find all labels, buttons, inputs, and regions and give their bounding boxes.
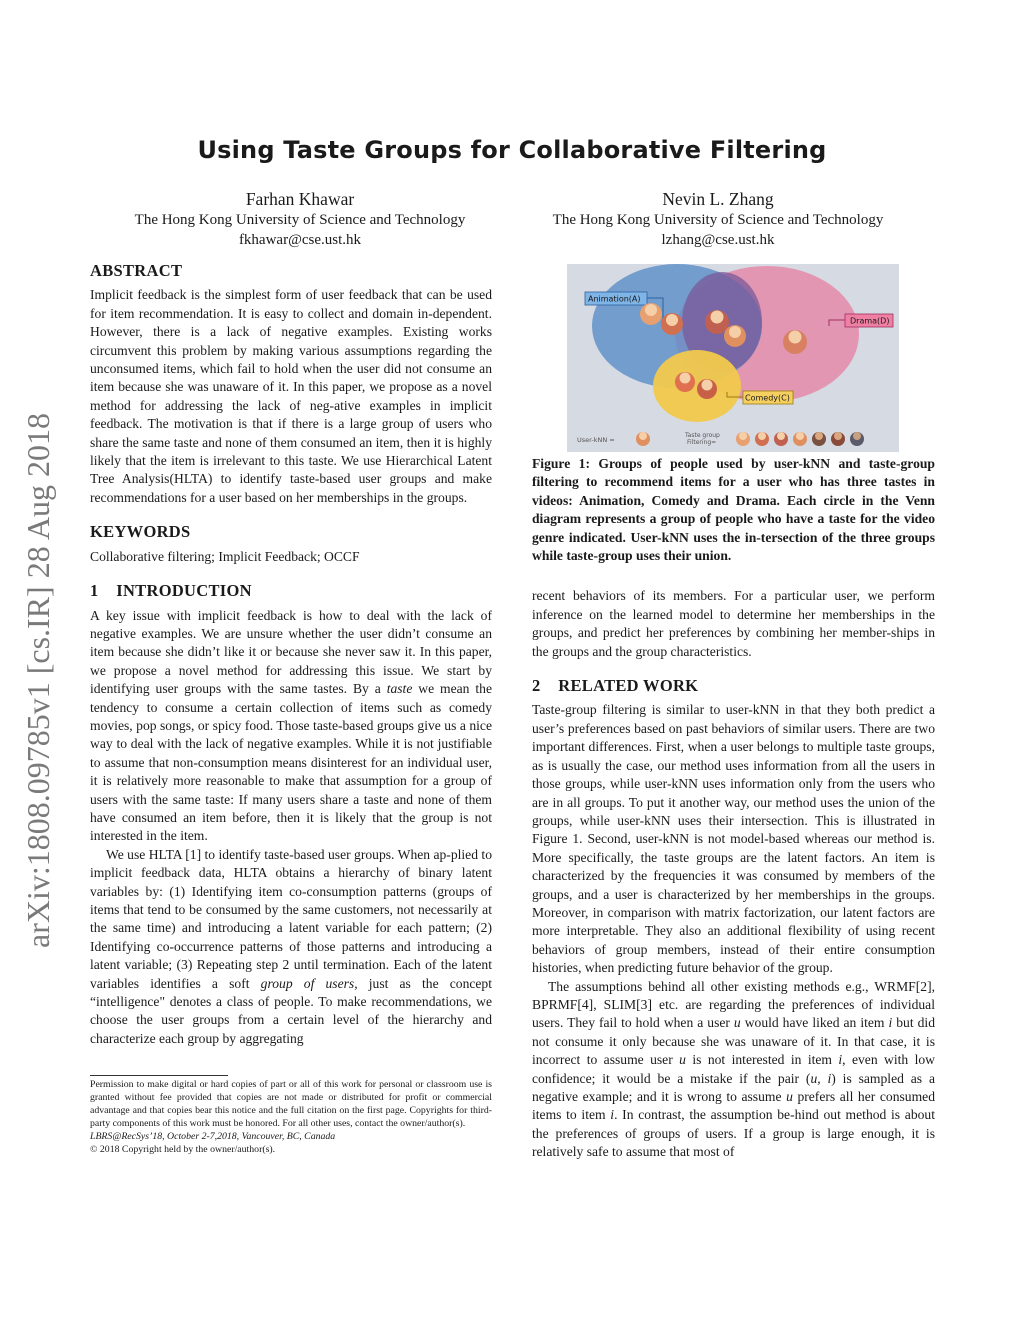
userknn-label: User-kNN = [577, 436, 615, 444]
author-affiliation: The Hong Kong University of Science and Technology [134, 212, 466, 228]
related-paragraph-1: Taste-group filtering is similar to user-kNN in that they both predict a user’s preferences based on past behaviors of similar users. There are two important differences. First, when a user belongs to multiple taste groups, as is usually the case, our method uses information from all the users in those groups, while user-kNN uses information only from the users who are in all groups. To put it another way, our method uses the union of the groups, while user-kNN uses their intersection. This is illustrated in Figure 1. Second, user-kNN is not model-based whereas our method is. More specifically, the taste groups are the latent factors. An item is characterized by the frequencies it was consumed by members of the groups, and a user is characterized by her memberships in the groups. Moreover, in comparison with matrix factorization, our latent factors are more interpretable. They also an additional flexibility of using recent behaviors of group members, instead of their entire consumption histories, when predicting future behavior of the group. [532, 702, 935, 976]
drama-label: Drama(D) [850, 316, 890, 326]
keywords-text: Collaborative filtering; Implicit Feedback; OCCF [90, 548, 360, 564]
author-email: lzhang@cse.ust.hk [661, 232, 775, 248]
author-name: Farhan Khawar [245, 189, 355, 209]
permission-notice: Permission to make digital or hard copies of part or all of this work for personal or classroom use is granted without fee provided that copies are not made or distributed for profit or commercial advantage and that copies bear this notice and the full citation on the first page. Copyrights for third-party components of this work must be honored. For all other uses, contact the owner/author(s). [90, 1079, 492, 1129]
intro-paragraph-3: recent behaviors of its members. For a particular user, we perform inference on the learned model to determine her memberships in the groups, and predict her preferences by combining her member-ships in the groups and the group characteristics. [532, 588, 935, 659]
author-email: fkhawar@cse.ust.hk [238, 232, 362, 248]
intro-paragraph-2: We use HLTA [1] to identify taste-based user groups. When ap-plied to implicit feedback data, HLTA obtains a hierarchy of binary latent variables by: (1) Identifying item co-consumption patterns (groups of items that tend to be consumed by the same customers, not necessarily at the same time) and introducing a latent variable for each pattern; (2) Identifying co-occurrence patterns of those patterns and introducing a latent variable; (3) Repeating step 2 until termination. Each of the latent variables identifies a soft group of users, just as the concept “intelligence" denotes a class of people. To make recommendations, we choose the user groups from a certain level of the hierarchy and characterize each group by aggregating [90, 846, 493, 1046]
abstract-text: Implicit feedback is the simplest form of user feedback that can be used for item recommendation. It is easy to collect and domain in-dependent. However, there is a lack of negative examples. Existing works circumvent this problem by making various assumptions regarding the unconsumed items, which fail to hold when the user did not consume an item because she was unaware of it. In this paper, we propose as a novel method for addressing the lack of neg-ative examples in implicit feedback. The motivation is that if there is a large group of users who share the same taste and none of them consumed an item, then it is highly likely that the item is irrelevant to this taste. We use Hierarchical Latent Tree Analysis(HLTA) to identify taste-based user groups and make recommendations for a user based on her memberships in the groups. [90, 287, 492, 505]
animation-label: Animation(A) [588, 294, 641, 304]
paper-title: Using Taste Groups for Collaborative Filtering [197, 136, 827, 164]
comedy-label: Comedy(C) [745, 393, 790, 403]
venue-line: LBRS@RecSys’18, October 2-7,2018, Vancouver, BC, Canada [90, 1131, 336, 1142]
arxiv-stamp: arXiv:1808.09785v1 [cs.IR] 28 Aug 2018 [20, 412, 56, 948]
taste-group-label-2: Filtering= [687, 439, 717, 446]
left-column [90, 262, 492, 1048]
abstract-heading: ABSTRACT [90, 261, 183, 280]
author-affiliation: The Hong Kong University of Science and Technology [552, 212, 884, 228]
footnote [90, 1078, 492, 1156]
right-column [532, 455, 935, 1162]
taste-group-label-1: Taste group [685, 432, 720, 439]
intro-paragraph-1: A key issue with implicit feedback is how to deal with the lack of negative examples. We are unsure whether the user didn’t consume an item because she didn’t like it or because she never saw it. In this paper, we propose a novel method for addressing this issue. We start by identifying user groups with the same tastes. By a taste we mean the tendency to consume a certain collection of items such as comedy movies, pop songs, or spicy food. Those taste-based groups give us a nice way to deal with the lack of negative examples. While it is not justifiable to assume that non-consumption means disinterest for an individual user, it is relatively more reasonable to make that assumption for a group of users with the same taste: If many users share a taste and none of them have consumed an item before, then it is likely that the group is not interested in the item. [90, 607, 492, 844]
figure-1-venn-diagram [567, 264, 899, 452]
author-name: Nevin L. Zhang [662, 189, 774, 209]
related-paragraph-2: The assumptions behind all other existing methods e.g., WRMF[2], BPRMF[4], SLIM[3] etc. are regarding the preferences of individual users. They fail to hold when a user u would have liked an item i but did not consume it only because she was unaware of it. In that case, it is incorrect to assume user u is not interested in item i, even with low confidence; it would be a mistake if the pair (u, i) is sampled as a negative example; and it is wrong to assume u prefers all her consumed items to item i. In contrast, the assumption be-hind out method is about the preferences of groups of users. If a group is large enough, it is relatively safe to assume that most of [532, 978, 935, 1160]
venn-svg [567, 264, 899, 452]
author-block-2 [518, 188, 918, 250]
comedy-circle [653, 350, 741, 422]
figure-1-caption: Figure 1: Groups of people used by user-kNN and taste-group filtering to recommend items for a user who has three tastes in videos: Animation, Comedy and Drama. Each circle in the Venn diagram represents a group of people who have a taste for the video genre indicated. User-kNN uses the in-tersection of the three groups while taste-group uses their union. [532, 456, 935, 564]
footnote-rule [90, 1075, 228, 1076]
intro-heading: 1 INTRODUCTION [90, 581, 252, 601]
copyright-line: © 2018 Copyright held by the owner/author(s). [90, 1144, 276, 1155]
author-block-1 [100, 188, 500, 250]
related-work-heading: 2 RELATED WORK [532, 676, 699, 696]
keywords-heading: KEYWORDS [90, 522, 191, 542]
